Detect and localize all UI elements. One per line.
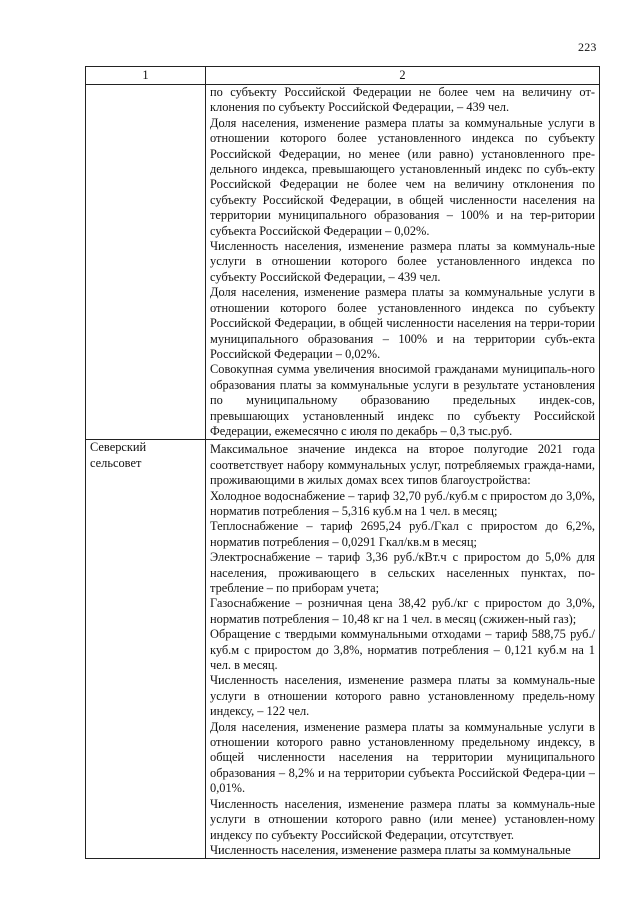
paragraph: Максимальное значение индекса на второе полугодие 2021 года соответствует набору коммунальных услуг, потребляемых гражда-нами, проживающими в жилых домах всех типов благоустройства: xyxy=(210,442,595,488)
row-content-cell xyxy=(206,440,600,859)
table-header-row xyxy=(86,67,600,85)
paragraph: Численность населения, изменение размера платы за коммуналь-ные услуги в отношении которого более установленного индекса по субъекту Российской Федерации, – 439 чел. xyxy=(210,239,595,284)
column-header-1: 1 xyxy=(86,67,206,85)
paragraph: Газоснабжение – розничная цена 38,42 руб./кг с приростом до 3,0%, норматив потребления – 10,48 кг на 1 чел. в месяц (сжижен-ный газ); xyxy=(210,596,595,626)
table-row xyxy=(86,85,600,440)
paragraph: Электроснабжение – тариф 3,36 руб./кВт.ч с приростом до 5,0% для населения, проживающего в сельских населенных пунктах, по-требление – по приборам учета; xyxy=(210,550,595,595)
paragraph: Совокупная сумма увеличения вносимой гражданами муниципаль-ного образования платы за коммунальные услуги в результате установления по муниципальному образованию предельных индек-сов, превышающих установленный индекс по субъекту Российской Федерации, ежемесячно с июля по декабрь – 0,3 тыс.руб. xyxy=(210,362,595,438)
paragraph: Холодное водоснабжение – тариф 32,70 руб./куб.м с приростом до 3,0%, норматив потребления – 5,316 куб.м на 1 чел. в месяц; xyxy=(210,488,595,518)
row-content-cell xyxy=(206,85,600,440)
row-label-cell xyxy=(86,85,206,440)
document-table xyxy=(85,66,600,859)
page-number: 223 xyxy=(578,40,597,54)
paragraph: Доля населения, изменение размера платы за коммунальные услуги в отношении которого равно установленному предельному индексу, в общей численности населения на территории муниципального образования – 8,2% и на территории субъекта Российской Федера-ции – 0,01%. xyxy=(210,719,595,796)
paragraph: Численность населения, изменение размера платы за коммуналь-ные услуги в отношении которого равно установленному предель-ному индексу, – 122 чел. xyxy=(210,673,595,719)
paragraph: по субъекту Российской Федерации не более чем на величину от-клонения по субъекту Российской Федерации, – 439 чел. xyxy=(210,85,595,115)
paragraph: Численность населения, изменение размера платы за коммунальные xyxy=(210,842,571,857)
row-label-cell xyxy=(86,440,206,859)
municipality-name: Северский xyxy=(90,440,147,455)
paragraph: Доля населения, изменение размера платы за коммунальные услуги в отношении которого более установленного индекса по субъекту Российской Федерации, но менее (или равно) установленного пре-дельного индекса, превышающего установленный индекс по субъ-екту Российской Федерации не более чем на величину отклонения по субъекту Российской Федерации, в общей численности населения на территории муниципального образования – 100% и на тер-ритории субъекта Российской Федерации – 0,02%. xyxy=(210,115,595,238)
municipality-type: сельсовет xyxy=(90,455,142,470)
paragraph: Доля населения, изменение размера платы за коммунальные услуги в отношении которого более установленного индекса по субъекту Российской Федерации, в общей численности населения на терри-тории муниципального образования – 100% и на территории субъ-екта Российской Федерации – 0,02%. xyxy=(210,285,595,361)
table-row xyxy=(86,440,600,859)
column-header-2: 2 xyxy=(206,67,600,85)
paragraph: Теплоснабжение – тариф 2695,24 руб./Гкал с приростом до 6,2%, норматив потребления – 0,0291 Гкал/кв.м в месяц; xyxy=(210,519,595,549)
paragraph: Численность населения, изменение размера платы за коммуналь-ные услуги в отношении которого равно (или менее) установлен-ному индексу по субъекту Российской Федерации, отсутствует. xyxy=(210,796,595,842)
paragraph: Обращение с твердыми коммунальными отходами – тариф 588,75 руб./куб.м с приростом до 3,8%, норматив потребления – 0,121 куб.м на 1 чел. в месяц. xyxy=(210,627,595,673)
